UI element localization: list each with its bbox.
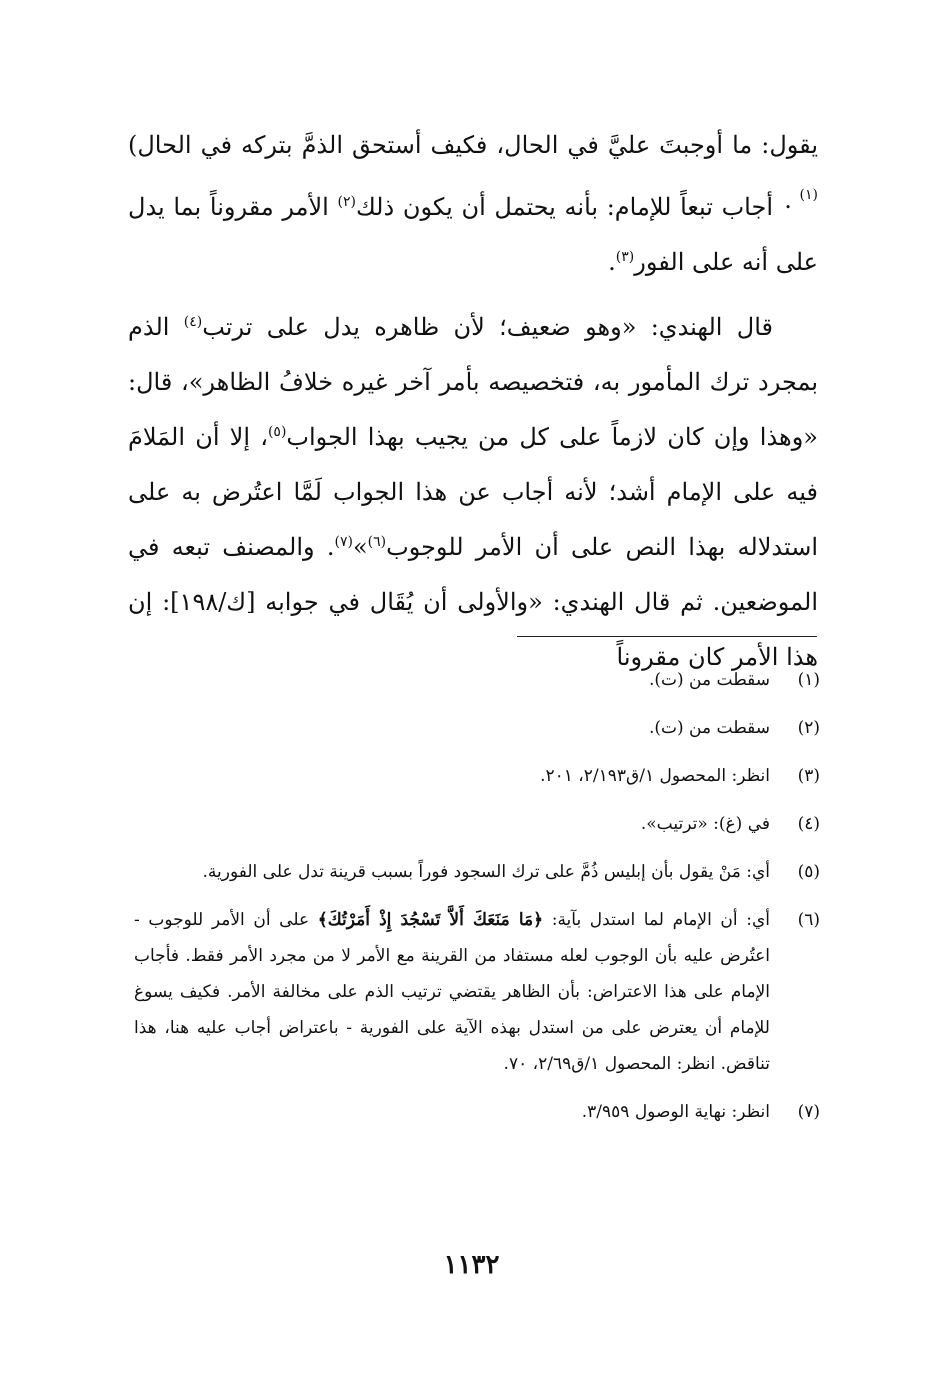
footnote-ref-4[interactable]: (٤) bbox=[183, 314, 203, 330]
paragraph-text: الأمر مقروناً بما يدل على أنه على الفور bbox=[128, 193, 818, 276]
footnote-ref-5[interactable]: (٥) bbox=[267, 424, 287, 440]
paragraph-text: يقول: ما أوجبتَ عليَّ في الحال، فكيف أستحق الذمَّ بتركه في الحال) bbox=[128, 131, 818, 159]
footnote-number: (١) bbox=[797, 670, 820, 690]
footnote-number: (٤) bbox=[797, 814, 820, 834]
paragraph-text: ، إلا أن المَلامَ فيه على الإمام أشد؛ لأنه أجاب عن هذا الجواب لَمَّا اعتُرض به على استدلاله بهذا النص على أن الأمر للوجوب bbox=[128, 423, 819, 561]
paragraph-text: » bbox=[352, 533, 368, 561]
footnote-ref-3[interactable]: (٣) bbox=[615, 249, 635, 265]
footnote-divider bbox=[517, 636, 817, 637]
footnote-2 bbox=[134, 710, 820, 746]
footnote-text-part: على أن الأمر للوجوب - اعتُرض عليه بأن الوجوب لعله مستفاد من القرينة مع الأمر لا من مجرد الأمر فقط. فأجاب الإمام على هذا الاعتراض: بأن الظاهر يقتضي ترتيب الذم على مخالفة الأمر. فكيف يسوغ للإمام أن يعترض على من استدل بهذه الآية على الفورية - باعتراض أجاب عليه هنا، هذا تناقض. انظر: المحصول ١/ق٢/٦٩، ٧٠. bbox=[134, 910, 770, 1074]
paragraph-text: . والمصنف تبعه في الموضعين. ثم قال الهندي: «والأولى أن يُقَال في جوابه [ك/١٩٨]: إن هذا الأمر كان مقروناً bbox=[128, 533, 818, 671]
quran-verse: ﴿مَا مَنَعَكَ أَلاَّ تَسْجُدَ إِذْ أَمَرْتُكَ﴾ bbox=[317, 910, 544, 930]
footnotes bbox=[134, 662, 820, 1142]
footnote-text: سقطت من (ت). bbox=[648, 718, 770, 738]
footnote-text: انظر: نهاية الوصول ٣/٩٥٩. bbox=[581, 1102, 770, 1122]
footnote-7 bbox=[134, 1094, 820, 1130]
footnote-number: (٧) bbox=[797, 1102, 820, 1122]
footnote-3 bbox=[134, 758, 820, 794]
paragraph-2 bbox=[128, 180, 818, 290]
footnote-text: سقطت من (ت). bbox=[648, 670, 770, 690]
footnote-4 bbox=[134, 806, 820, 842]
footnote-text bbox=[134, 902, 770, 1082]
footnote-text-part: أي: أن الإمام لما استدل بآية: bbox=[543, 910, 771, 930]
footnote-text: أي: مَنْ يقول بأن إبليس ذُمَّ على ترك السجود فوراً بسبب قرينة تدل على الفورية. bbox=[202, 862, 770, 882]
footnote-ref-1[interactable]: (١) bbox=[799, 187, 818, 203]
paragraph-text: . bbox=[784, 186, 792, 214]
paragraph-text: أجاب تبعاً للإمام: بأنه يحتمل أن يكون ذلك bbox=[355, 193, 773, 221]
paragraph-text: الذم بمجرد ترك المأمور به، فتخصيصه بأمر آخر غيره خلافُ الظاهر»، قال: «وهذا وإن كان لازماً على كل من يجيب بهذا الجواب bbox=[128, 313, 818, 451]
footnote-number: (٣) bbox=[797, 766, 820, 786]
footnote-1 bbox=[134, 662, 820, 698]
footnote-ref-7[interactable]: (٧) bbox=[334, 534, 353, 550]
footnote-text: في (غ): «ترتيب». bbox=[640, 814, 770, 834]
paragraph-text: . bbox=[608, 248, 616, 276]
paragraph-text: قال الهندي: «وهو ضعيف؛ لأن ظاهره يدل على ترتب bbox=[202, 313, 773, 341]
footnote-number: (٦) bbox=[797, 910, 820, 930]
footnote-ref-2[interactable]: (٢) bbox=[337, 194, 356, 210]
paragraph-3 bbox=[128, 300, 818, 685]
footnote-number: (٢) bbox=[797, 718, 820, 738]
footnote-6 bbox=[134, 902, 820, 1082]
footnote-ref-6[interactable]: (٦) bbox=[367, 534, 387, 550]
footnote-text: انظر: المحصول ١/ق٢/١٩٣، ٢٠١. bbox=[540, 766, 770, 786]
footnote-number: (٥) bbox=[797, 862, 820, 882]
page-number: ١١٣٢ bbox=[443, 1250, 500, 1280]
footnote-5 bbox=[134, 854, 820, 890]
